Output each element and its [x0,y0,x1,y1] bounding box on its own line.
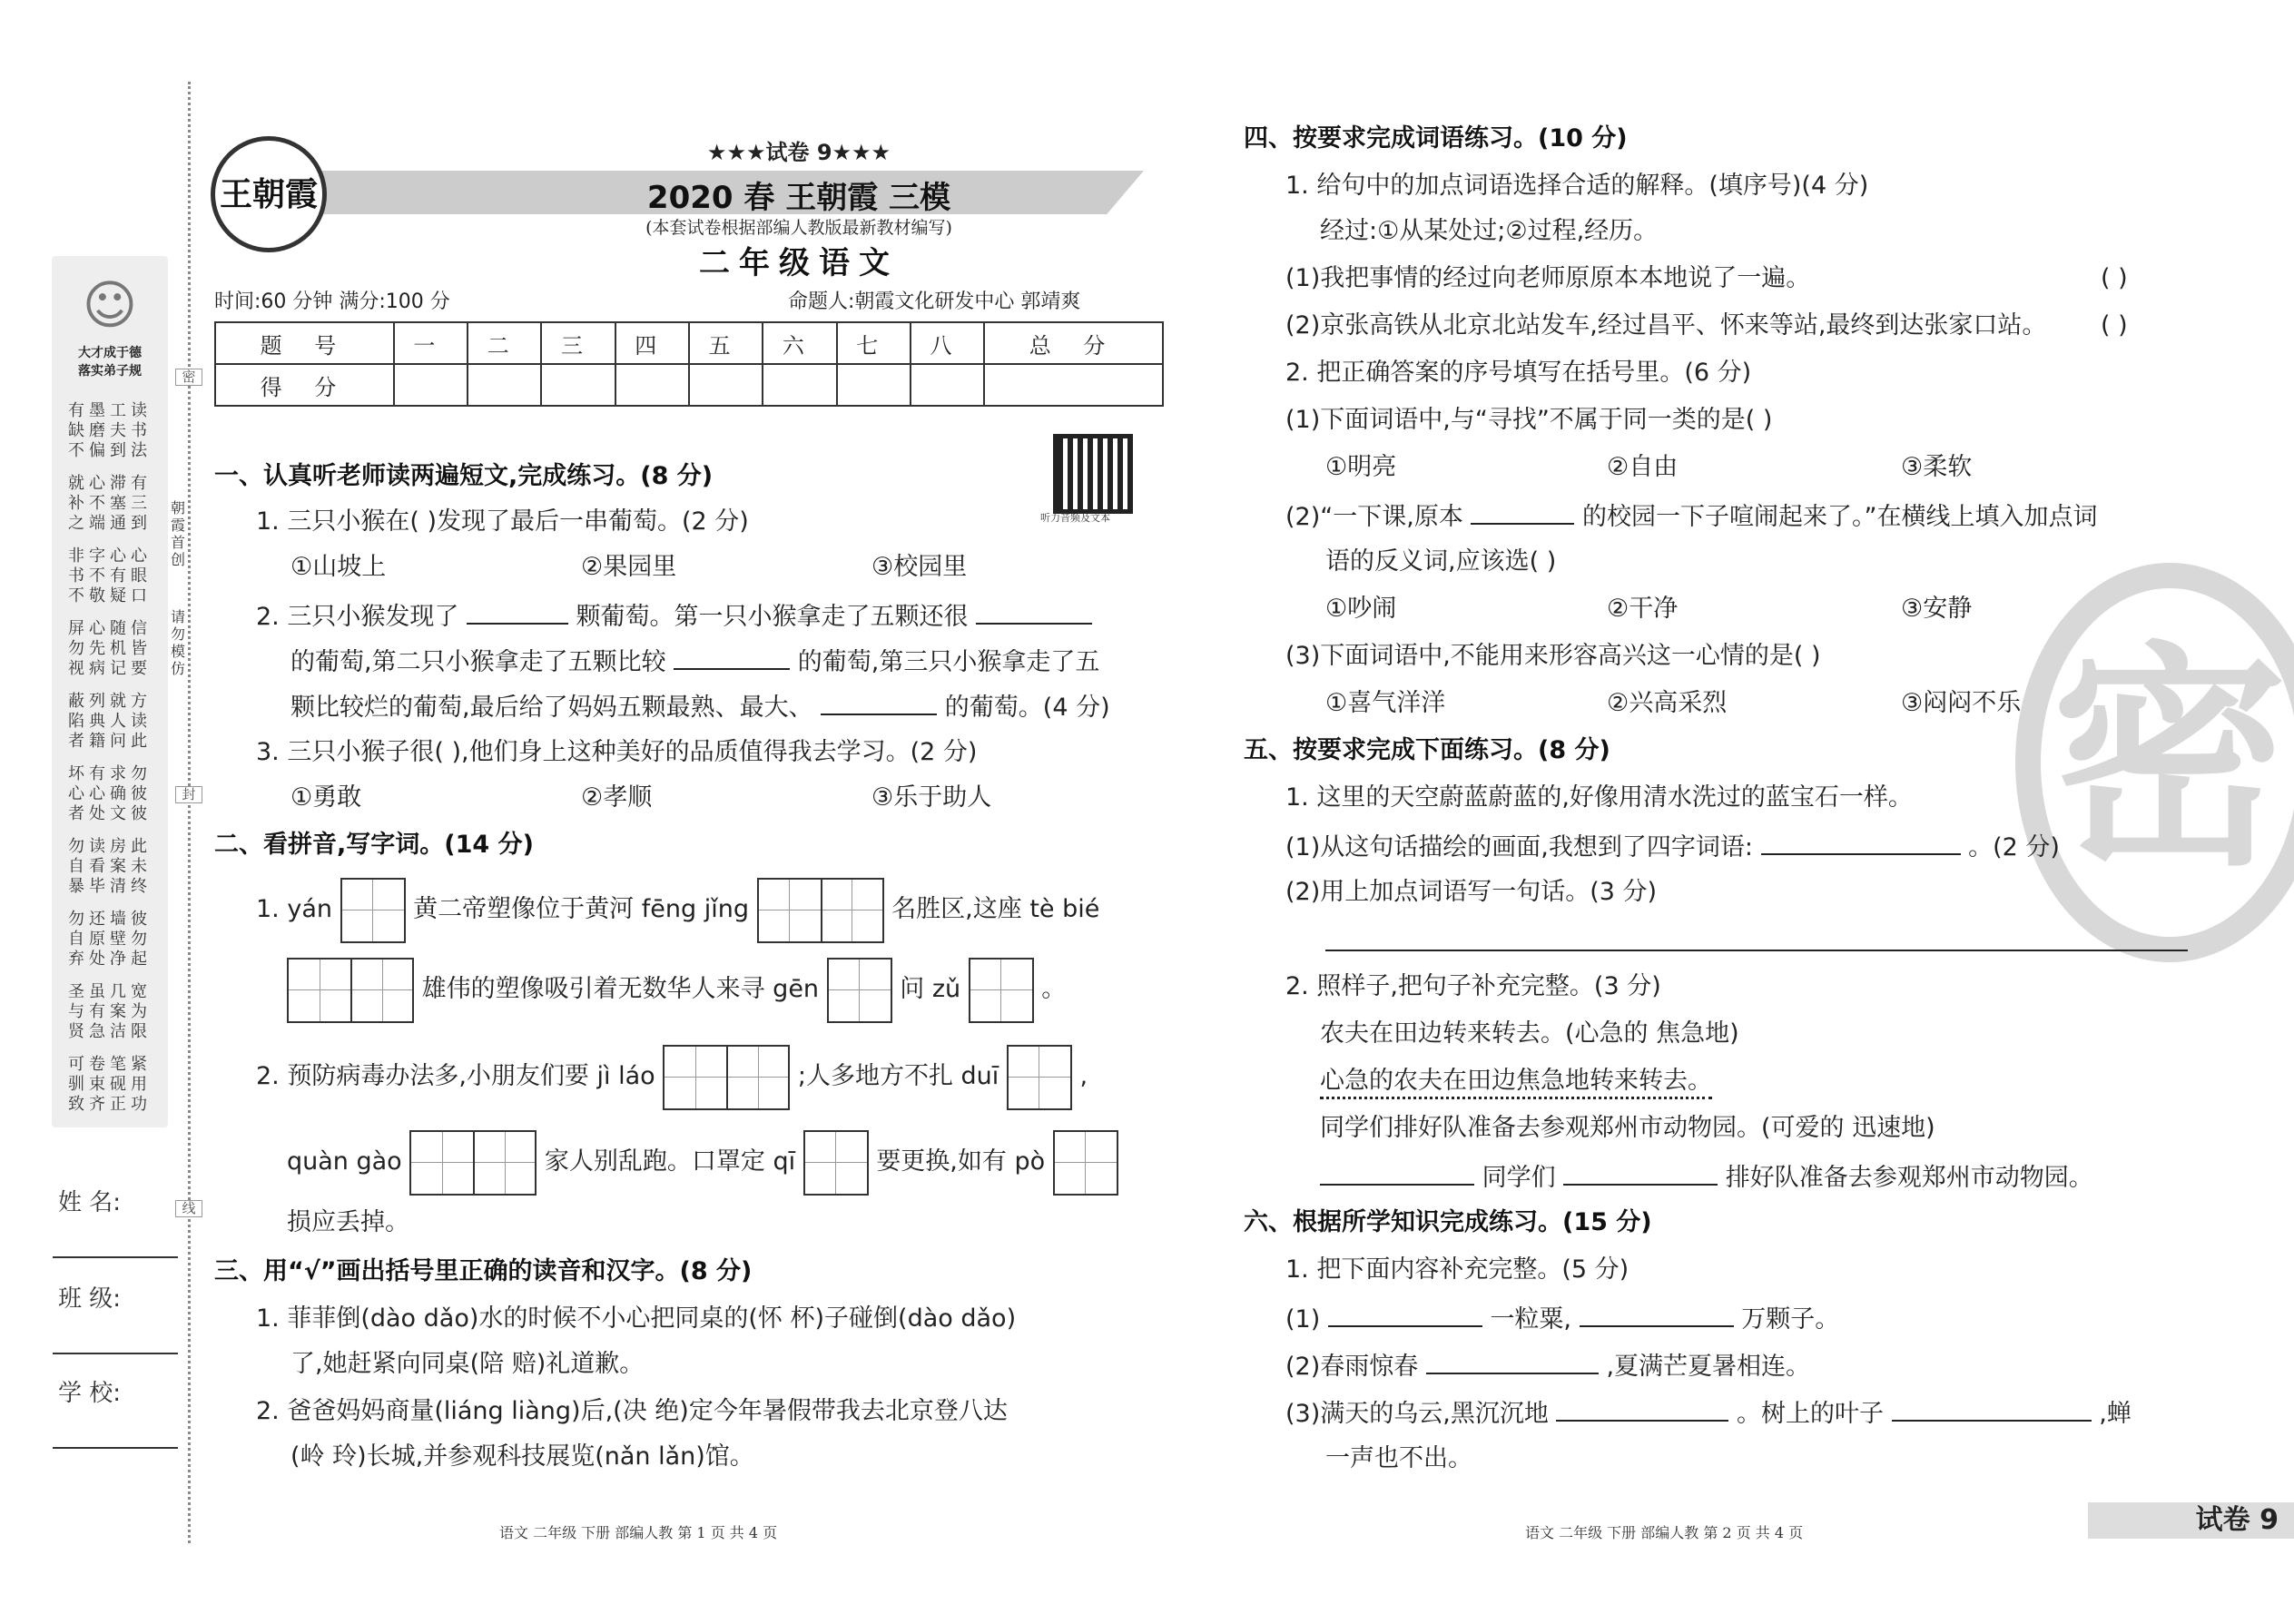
motto-title-1: 大才成于德 [78,346,142,360]
seal-label-mi: 密 [175,369,202,386]
motto-line: 勿先机皆 [68,639,152,658]
s6-a-text-2: 一粒粟, [1490,1305,1572,1334]
motto-line: 者处文彼 [68,804,152,823]
section-2-heading: 二、看拼音,写字词。(14 分) [214,831,534,859]
s1-q2-text-c: 的葡萄,第二只小猴拿走了五颗比较 [290,648,666,676]
s5-a-blank[interactable] [1761,830,1961,855]
name-field-line[interactable] [53,1256,178,1258]
s4-e-opt2[interactable]: ②兴高采烈 [1607,689,1728,717]
motto-line: 屏心随信 [68,619,152,638]
s4-d-blank[interactable] [1471,499,1574,525]
s5-ex4-blank-2[interactable] [1563,1160,1718,1186]
s1-q1-opt2[interactable]: ②果园里 [581,553,677,581]
score-header-cell: 总 分 [984,322,1163,364]
s1-q3-opt1[interactable]: ①勇敢 [290,783,362,812]
s1-q1-opt3[interactable]: ③校园里 [871,553,968,581]
s6-a-text-1: (1) [1285,1305,1321,1334]
motto-line: 勿读房此 [68,837,152,856]
s4-d-opt2[interactable]: ②干净 [1607,595,1679,623]
s6-b-blank[interactable] [1426,1349,1599,1374]
s1-q1: 1. 三只小猴在( )发现了最后一串葡萄。(2 分) [256,507,749,536]
score-header-cell: 五 [689,322,763,364]
section-5-heading: 五、按要求完成下面练习。(8 分) [1244,736,1610,764]
s2-line2 [287,957,1066,1023]
confidential-stamp: 密 [2015,563,2294,962]
s4-c-opt3[interactable]: ③柔软 [1901,453,1973,481]
motto-line: 驯束砚用 [68,1075,152,1094]
s4-d-line2: 语的反义词,应该选( ) [1325,547,1557,576]
s2-line4 [287,1129,1118,1196]
motto-panel [52,256,168,1127]
s6-a-blank-2[interactable] [1580,1302,1734,1327]
motto-line: 者籍问此 [68,732,152,751]
s4-b-paren[interactable]: ( ) [2101,311,2128,340]
s5-ex2: 心急的农夫在田边焦急地转来转去。 [1320,1066,1712,1099]
s2-text-5: 。 [1041,975,1067,1003]
motto-line: 书不有眼 [68,566,152,586]
score-cell[interactable] [911,364,984,406]
s5-s2: 2. 照样子,把句子补充完整。(3 分) [1285,972,1661,1000]
s4-d-text-1: (2)“一下课,原本 [1285,503,1463,531]
score-header-row [215,322,1163,364]
paper-tag: 试卷 9 [2088,1502,2294,1539]
s2-line1 [256,877,1099,943]
tian-grid[interactable] [969,958,1034,1023]
score-cell[interactable] [763,364,836,406]
qr-caption: 听力音频及文本 [1040,512,1110,524]
score-cell[interactable] [837,364,911,406]
s2-line5: 损应丢掉。 [287,1208,409,1236]
section-1-heading: 一、认真听老师读两遍短文,完成练习。(8 分) [214,462,714,490]
s1-q2-blank-4[interactable] [821,690,937,715]
footer-left: 语文 二年级 下册 部编人教 第 1 页 共 4 页 [499,1524,778,1541]
s4-d-opt1[interactable]: ①吵闹 [1325,595,1397,623]
s3-line4: (岭 玲)长城,并参观科技展览(nǎn lǎn)馆。 [290,1442,754,1471]
s6-a-text-3: 万颗子。 [1741,1305,1840,1334]
s6-b-text-2: ,夏满芒夏暑相连。 [1606,1353,1811,1381]
s6-c-text-3: ,蝉 [2099,1400,2132,1428]
s1-q2-text-f: 的葡萄。(4 分) [944,694,1110,722]
s6-c-line2: 一声也不出。 [1325,1444,1472,1472]
s5-a-score: 。(2 分) [1968,833,2060,861]
s4-e-opt1[interactable]: ①喜气洋洋 [1325,689,1446,717]
motto-line: 弃处净起 [68,950,152,969]
s5-ex4-text-a: 同学们 [1482,1164,1556,1192]
motto-title-2: 落实弟子规 [78,364,142,379]
motto-line: 圣虽几宽 [68,982,152,1001]
score-header-cell: 八 [911,322,984,364]
score-header-cell: 七 [837,322,911,364]
s2-text-2: 名胜区,这座 tè bié [891,895,1100,923]
motto-line: 有墨工读 [68,401,152,420]
motto-line: 自看案未 [68,857,152,876]
s6-c-text-2: 。树上的叶子 [1737,1400,1885,1428]
exam-title: 2020 春 王朝霞 三模 [646,180,951,216]
scholar-figure-icon: ☺ [82,274,138,336]
motto-line: 不偏到法 [68,441,152,460]
s2-text-4: 问 zǔ [900,975,961,1003]
s2-text-3: 雄伟的塑像吸引着无数华人来寻 gēn [421,975,820,1003]
score-cell[interactable] [984,364,1163,406]
motto-line: 非字心心 [68,546,152,566]
section-6-heading: 六、根据所学知识完成练习。(15 分) [1244,1208,1652,1236]
s4-s1: 1. 给句中的加点词语选择合适的解释。(填序号)(4 分) [1285,172,1869,200]
s2-text-7: ;人多地方不扎 duī [797,1062,999,1090]
s4-c: (1)下面词语中,与“寻找”不属于同一类的是( ) [1285,406,1773,434]
footer-right: 语文 二年级 下册 部编人教 第 2 页 共 4 页 [1525,1524,1804,1541]
s5-s1: 1. 这里的天空蔚蓝蔚蓝的,好像用清水洗过的蓝宝石一样。 [1285,783,1913,812]
s1-q2-line3 [290,690,1110,723]
exam-subject: 二年级语文 [699,245,899,281]
s4-b: (2)京张高铁从北京北站发车,经过昌平、怀来等站,最终到达张家口站。 [1285,311,2047,340]
s4-e-opt3[interactable]: ③闷闷不乐 [1901,689,2022,717]
s5-ex4-text-b: 排好队准备去参观郑州市动物园。 [1725,1164,2093,1192]
motto-line: 视病记要 [68,659,152,678]
motto-line: 与有案为 [68,1002,152,1021]
time-score: 时间:60 分钟 满分:100 分 [214,290,450,313]
motto-line: 心心确彼 [68,784,152,803]
seal-line [188,82,191,1543]
s2-text-11: 要更换,如有 pò [876,1147,1046,1176]
motto-line: 勿还墙彼 [68,910,152,929]
s1-q2-text-b: 颗葡萄。第一只小猴拿走了五颗还很 [576,603,969,631]
score-cell[interactable] [615,364,689,406]
s6-b [1285,1349,1810,1383]
s4-a: (1)我把事情的经过向老师原原本本地说了一遍。 [1285,264,1811,292]
school-field-label: 学 校: [58,1380,122,1407]
s6-c-blank-1[interactable] [1556,1396,1728,1422]
s3-line1: 1. 菲菲倒(dào dǎo)水的时候不小心把同桌的(怀 杯)子碰倒(dào dǎo) [256,1304,1017,1333]
s2-text-9: quàn gào [287,1147,402,1176]
s5-ex4 [1320,1160,2093,1194]
s5-ex1: 农夫在田边转来转去。(心急的 焦急地) [1320,1019,1739,1048]
motto-line: 蔽列就方 [68,692,152,711]
s5-b-answer-line[interactable] [1325,950,2188,951]
s5-ex3: 同学们排好队准备去参观郑州市动物园。(可爱的 迅速地) [1320,1114,1935,1142]
score-table [214,321,1164,407]
s1-q2-text-e: 颗比较烂的葡萄,最后给了妈妈五颗最熟、最大、 [290,694,813,722]
s1-q3: 3. 三只小猴子很( ),他们身上这种美好的品质值得我去学习。(2 分) [256,738,978,766]
motto-line: 暴毕清终 [68,877,152,896]
score-header-cell: 三 [541,322,615,364]
school-field-line[interactable] [53,1447,178,1449]
tian-grid[interactable] [1007,1045,1072,1110]
s6-c [1285,1396,2132,1430]
exam-author: 命题人:朝霞文化研发中心 郭靖爽 [788,290,1081,313]
s2-text-1: 黄二帝塑像位于黄河 fēng jǐng [413,895,749,923]
s1-q2-text-a: 2. 三只小猴发现了 [256,603,459,631]
s2-line3 [256,1044,1088,1110]
s2-pinyin-1: 1. yán [256,895,332,923]
s4-c-opt2[interactable]: ②自由 [1607,453,1679,481]
tian-grid[interactable] [1053,1130,1118,1196]
s4-def: 经过:①从某处过;②过程,经历。 [1320,217,1659,245]
seal-label-feng: 封 [175,786,202,803]
s2-text-8: , [1079,1062,1088,1090]
name-field-label: 姓 名: [58,1189,122,1216]
s1-q2-line2 [290,645,1099,678]
score-cell[interactable] [394,364,468,406]
s1-q2-line1 [256,599,1092,633]
s1-q2-blank-1[interactable] [467,599,568,625]
s2-text-10: 家人别乱跑。口罩定 qī [544,1147,796,1176]
s6-a [1285,1302,1839,1335]
tian-grid[interactable] [757,878,884,943]
s6-c-text-1: (3)满天的乌云,黑沉沉地 [1285,1400,1549,1428]
s6-b-text-1: (2)春雨惊春 [1285,1353,1419,1381]
score-header-cell: 四 [615,322,689,364]
s5-a-text: (1)从这句话描绘的画面,我想到了四字词语: [1285,833,1753,861]
s1-q2-blank-2[interactable] [976,599,1092,625]
tian-grid[interactable] [663,1045,790,1110]
class-field-line[interactable] [53,1353,178,1354]
motto-line: 补不塞三 [68,494,152,513]
s4-a-paren[interactable]: ( ) [2101,264,2128,292]
s1-q2-blank-3[interactable] [674,645,790,670]
s4-c-opt1[interactable]: ①明亮 [1325,453,1397,481]
motto-line: 自原壁勿 [68,930,152,949]
tian-grid[interactable] [409,1130,537,1196]
s6-c-blank-2[interactable] [1892,1396,2092,1422]
score-cell[interactable] [689,364,763,406]
s1-q2-text-d: 的葡萄,第三只小猴拿走了五 [797,648,1100,676]
score-header-cell: 一 [394,322,468,364]
tian-grid[interactable] [803,1130,869,1196]
s1-q3-opt3[interactable]: ③乐于助人 [871,783,992,812]
s4-d-opt3[interactable]: ③安静 [1901,595,1973,623]
score-cell[interactable] [541,364,615,406]
exam-subtitle: (本套试卷根据部编人教版最新教材编写) [645,218,952,238]
s5-b: (2)用上加点词语写一句话。(3 分) [1285,878,1658,906]
seal-label-xian: 线 [175,1200,202,1217]
s4-d-text-2: 的校园一下子喧闹起来了。”在横线上填入加点词 [1582,503,2098,531]
paper-number: ★★★试卷 9★★★ [706,140,891,165]
section-3-heading: 三、用“√”画出括号里正确的读音和汉字。(8 分) [214,1257,753,1285]
s6-a-blank-1[interactable] [1328,1302,1482,1327]
tian-grid[interactable] [340,878,406,943]
motto-line: 致齐正功 [68,1095,152,1114]
s4-d-line1 [1285,499,2098,533]
motto-line: 就心滞有 [68,474,152,493]
s3-line3: 2. 爸爸妈妈商量(liáng liàng)后,(决 绝)定今年暑假带我去北京登八达 [256,1397,1008,1425]
score-header-cell: 题 号 [215,322,394,364]
s5-a [1285,830,2060,863]
vertical-note-2: 请勿模仿 [170,608,185,677]
s6-s1: 1. 把下面内容补充完整。(5 分) [1285,1255,1629,1284]
motto-line: 不敬疑口 [68,586,152,605]
class-field-label: 班 级: [58,1285,122,1313]
s3-line2: 了,她赶紧向同桌(陪 赔)礼道歉。 [290,1350,645,1378]
score-cell[interactable]: 得 分 [215,364,394,406]
tian-grid[interactable] [827,958,892,1023]
s1-q1-opt1[interactable]: ①山坡上 [290,553,387,581]
motto-line: 贤急洁限 [68,1022,152,1041]
motto-line: 坏有求勿 [68,764,152,783]
s4-s2: 2. 把正确答案的序号填写在括号里。(6 分) [1285,359,1752,387]
s4-e: (3)下面词语中,不能用来形容高兴这一心情的是( ) [1285,642,1821,670]
score-header-cell: 二 [468,322,541,364]
section-4-heading: 四、按要求完成词语练习。(10 分) [1244,124,1628,153]
vertical-note-1: 朝霞首创 [170,499,185,568]
score-header-cell: 六 [763,322,836,364]
brand-logo: 王朝霞 [211,136,327,252]
s5-ex4-blank-1[interactable] [1320,1160,1474,1186]
motto-line: 之端通到 [68,514,152,533]
tian-grid[interactable] [287,958,414,1023]
s1-q3-opt2[interactable]: ②孝顺 [581,783,653,812]
s2-text-6: 2. 预防病毒办法多,小朋友们要 jì láo [256,1062,655,1090]
motto-line: 缺磨夫书 [68,421,152,440]
score-cell[interactable] [468,364,541,406]
motto-line: 可卷笔紧 [68,1055,152,1074]
score-value-row [215,364,1163,406]
qr-code-icon[interactable] [1053,434,1133,514]
motto-line: 陷典人读 [68,712,152,731]
